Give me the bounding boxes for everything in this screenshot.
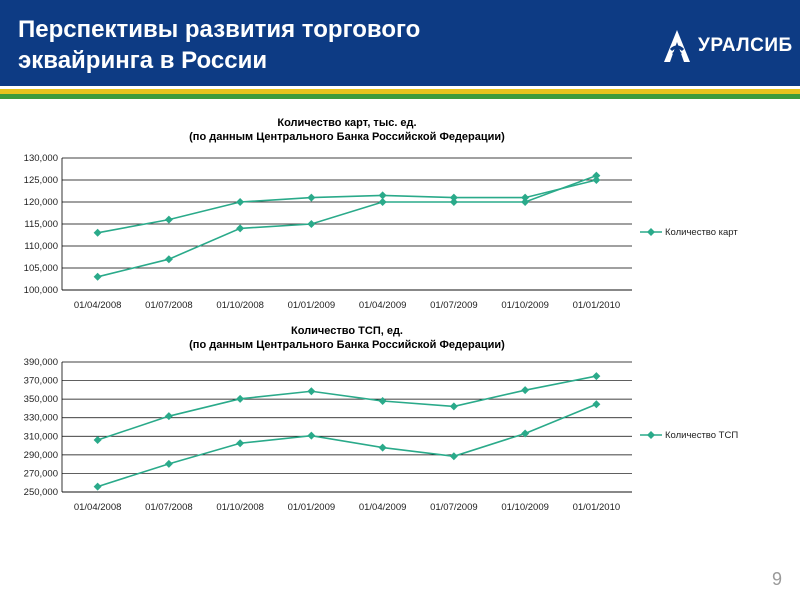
y-tick-label: 350,000 [23, 394, 58, 406]
x-tick-label: 01/07/2009 [430, 502, 478, 513]
series-line [98, 176, 597, 277]
y-tick-label: 330,000 [23, 412, 58, 424]
header-stripe-green [0, 94, 800, 99]
chart-subtitle: (по данным Центрального Банка Российской Федерации) [189, 131, 505, 143]
data-point [592, 400, 600, 408]
legend-label: Количество карт [665, 227, 738, 238]
header-bar [0, 0, 800, 86]
x-tick-label: 01/01/2010 [572, 502, 621, 513]
x-tick-label: 01/07/2009 [430, 300, 478, 311]
uralsib-emblem-icon [660, 28, 694, 64]
legend-label: Количество ТСП [665, 430, 739, 441]
uralsib-logo [660, 28, 793, 64]
data-point [521, 386, 529, 394]
x-tick-label: 01/10/2008 [216, 300, 264, 311]
data-point [379, 444, 387, 452]
data-point [379, 397, 387, 405]
y-tick-label: 120,000 [23, 197, 58, 208]
data-point [236, 198, 244, 206]
page-number: 9 [771, 569, 782, 589]
x-tick-label: 01/04/2008 [73, 300, 122, 311]
y-tick-label: 110,000 [24, 241, 58, 252]
data-point [94, 273, 102, 281]
y-tick-label: 100,000 [23, 285, 58, 296]
x-tick-label: 01/10/2008 [216, 502, 264, 513]
data-point [450, 402, 458, 410]
x-tick-label: 01/10/2009 [501, 502, 549, 513]
legend-marker [647, 431, 655, 439]
data-point [165, 460, 173, 468]
data-point [236, 224, 244, 232]
data-point [450, 452, 458, 460]
y-tick-label: 290,000 [23, 449, 58, 461]
y-tick-label: 115,000 [24, 219, 58, 230]
y-tick-label: 130,000 [23, 153, 58, 164]
cards-chart [0, 108, 800, 318]
legend-marker [647, 228, 655, 236]
x-tick-label: 01/04/2009 [358, 502, 407, 513]
y-tick-label: 390,000 [23, 357, 58, 368]
x-tick-label: 01/04/2009 [358, 300, 407, 311]
x-tick-label: 01/07/2008 [145, 502, 193, 513]
data-point [94, 229, 102, 237]
x-tick-label: 01/07/2008 [145, 300, 193, 311]
data-point [307, 220, 315, 228]
x-tick-label: 01/01/2009 [287, 502, 336, 513]
series-line [98, 376, 597, 440]
data-point [236, 439, 244, 447]
series-line [98, 180, 597, 233]
data-point [94, 483, 102, 491]
data-point [450, 194, 458, 202]
data-point [307, 432, 315, 440]
data-point [165, 216, 173, 224]
y-tick-label: 310,000 [23, 431, 58, 443]
y-tick-label: 270,000 [23, 468, 58, 480]
y-tick-label: 250,000 [23, 487, 58, 498]
data-point [307, 194, 315, 202]
merchants-chart [0, 320, 800, 520]
x-tick-label: 01/04/2008 [73, 502, 122, 513]
chart-subtitle: (по данным Центрального Банка Российской Федерации) [189, 339, 505, 351]
logo-text: УРАЛСИБ [698, 35, 793, 56]
data-point [165, 412, 173, 420]
y-tick-label: 370,000 [23, 375, 58, 387]
data-point [307, 387, 315, 395]
data-point [94, 436, 102, 444]
x-tick-label: 01/01/2010 [572, 300, 621, 311]
data-point [236, 395, 244, 403]
chart-title: Количество ТСП, ед. [290, 325, 404, 337]
x-tick-label: 01/01/2009 [287, 300, 336, 311]
page-title: Перспективы развития торгового эквайринга в России [18, 16, 421, 74]
x-tick-label: 01/10/2009 [501, 300, 549, 311]
y-tick-label: 105,000 [23, 263, 58, 274]
data-point [165, 255, 173, 263]
y-tick-label: 125,000 [23, 175, 58, 186]
data-point [379, 191, 387, 199]
chart-title: Количество карт, тыс. ед. [277, 117, 417, 129]
data-point [592, 372, 600, 380]
